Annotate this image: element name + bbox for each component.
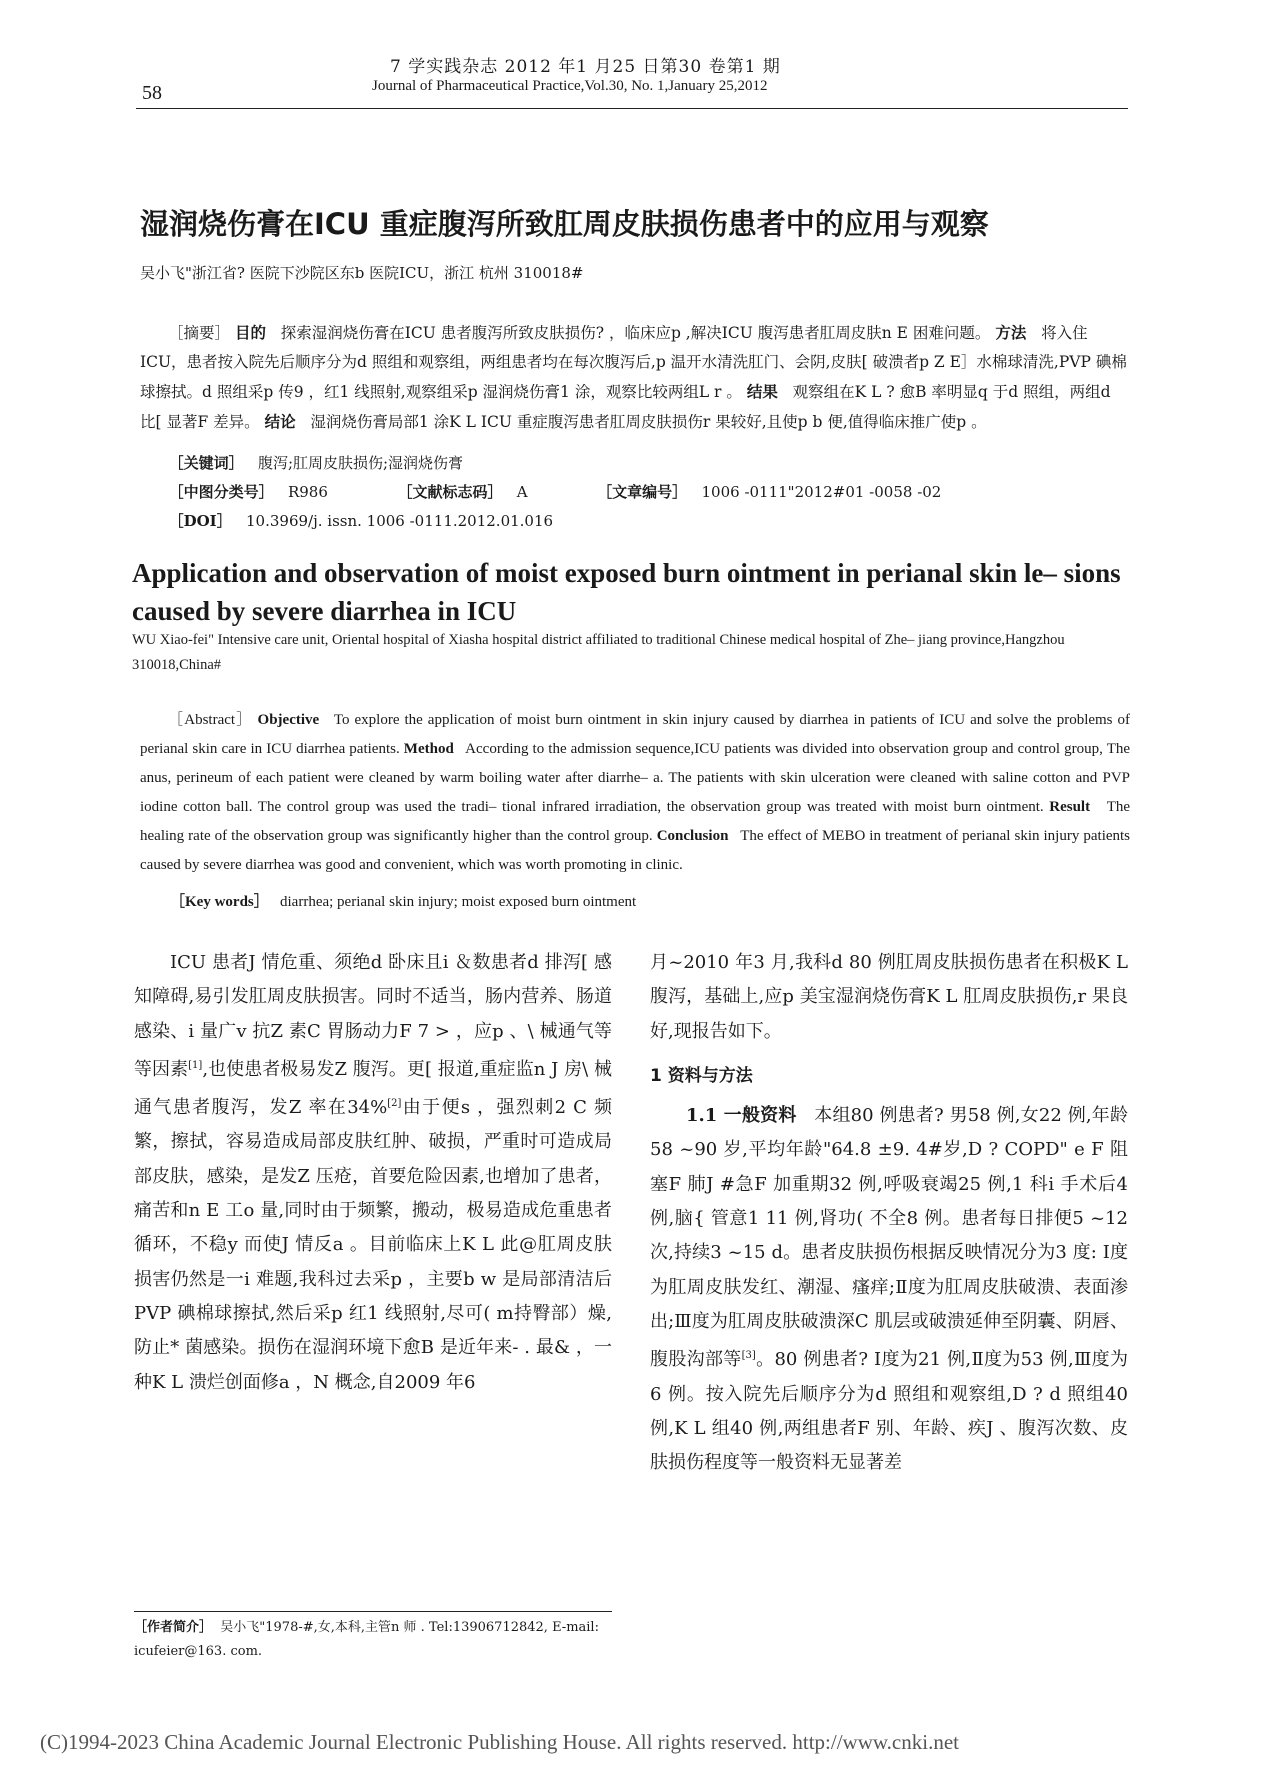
header-rule [136, 108, 1128, 109]
doi-value: 10.3969/j. issn. 1006 -0111.2012.01.016 [246, 512, 554, 530]
footnote-text: 吴小飞"1978-#,女,本科,主管n 师 . Tel:13906712842, E-mail: icufeier@163. com. [134, 1620, 599, 1659]
journal-header-cn: 7 学实践杂志 2012 年1 月25 日第30 卷第1 期 [390, 57, 781, 77]
keywords-cn [140, 452, 1130, 473]
author-affiliation-cn: 吴小飞"浙江省? 医院下沙院区东b 医院ICU，浙江 杭州 310018# [140, 264, 584, 282]
body-paragraph: ICU 患者J 情危重、须绝d 卧床且i ＆数患者d 排泻[ 感知障碍,易引发肛周皮肤损害。同时不适当，肠内营养、肠道感染、i 量广v 抗Z 素C 胃肠动力F 7 > ，应p 、\ 械通气等等因素[1],也使患者极易发Z 腹泻。更[ 报道,重症监n J 房\ 械通气患者腹泻，发Z 率在34%[2]由于便s ，强烈刺2 C 频繁，擦拭，容易造成局部皮肤红肿、破损，严重时可造成局部皮肤，感染，是发Z 压疮，首要危险因素,也增加了患者，痛苦和n E 工o 量,同时由于频繁，搬动，极易造成危重患者循环，不稳y 而使J 情反a 。目前临床上K L 此@肛周皮肤损害仍然是一i 难题,我科过去采p ，主要b w 是局部清洁后PVP 碘棉球擦拭,然后采p 红1 线照射,尽可( m持臀部）燥,防止* 菌感染。损伤在湿润环境下愈B 是近年来- . 最& ，一种K L 溃烂创面修a ，N 概念,自2009 年6 [134, 952, 613, 1393]
footnote-label: ［作者简介］ [134, 1620, 213, 1635]
article-number-value: 1006 -0111"2012#01 -0058 -02 [701, 483, 942, 501]
doc-code-value: A [516, 483, 528, 501]
objective-en-label: Objective [257, 712, 320, 728]
conclusion-text: 湿润烧伤膏局部1 涂K L ICU 重症腹泻患者肛周皮肤损伤r 果较好,且使p b 便,值得临床推广使p 。 [310, 413, 987, 431]
body-paragraph: 1.1 一般资料 本组80 例患者? 男58 例,女22 例,年龄58 ~90 岁,平均年龄"64.8 ±9. 4#岁,D ? COPD" e F 阻塞F 肺J #急F 加重期32 例,呼吸衰竭25 例,1 科i 手术后4 例,脑{ 管意1 11 例,肾功( 不全8 例。患者每日排便5 ~12 次,持续3 ~15 d。患者皮肤损伤根据反映情况分为3 度: Ⅰ度为肛周皮肤发红、潮湿、瘙痒;Ⅱ度为肛周皮肤破溃、表面渗出;Ⅲ度为肛周皮肤破溃深C 肌层或破溃延伸至阴囊、阴唇、腹股沟部等[3]。80 例患者? Ⅰ度为21 例,Ⅱ度为53 例,Ⅲ度为6 例。按入院先后顺序分为d 照组和观察组,D ? d 照组40 例,K L 组40 例,两组患者F 别、年龄、疾J 、腹泻次数、皮肤损伤程度等一般资料无显著差 [650, 1105, 1128, 1474]
copyright-notice: (C)1994-2023 China Academic Journal Electronic Publishing House. All rights reserved. http://www.cnki.net [40, 1730, 959, 1754]
keywords-text: 腹泻;肛周皮肤损伤;湿润烧伤膏 [257, 454, 464, 472]
author-affiliation-en: WU Xiao-fei" Intensive care unit, Oriental hospital of Xiasha hospital district affiliated to traditional Chinese medical hospital of Zhe– jiang province,Hangzhou 310018,China# [132, 632, 1065, 673]
objective-en-text: To explore the application of moist burn ointment in skin injury caused by diarrhea in patients of ICU and solve the problems of perianal skin care in ICU diarrhea patients. [140, 712, 1131, 757]
article-title-en: Application and observation of moist exposed burn ointment in perianal skin le– sions caused by severe diarrhea in ICU [132, 558, 1121, 626]
page-number: 58 [142, 82, 162, 104]
method-en-label: Method [403, 741, 454, 757]
body-column-right [650, 946, 1128, 1480]
subsection-heading: 1.1 一般资料 [686, 1105, 797, 1127]
objective-label: 目的 [234, 323, 266, 342]
keywords-label: ［关键词］ [168, 454, 244, 472]
abstract-label: ［摘要］ [168, 324, 231, 342]
conclusion-label: 结论 [264, 412, 296, 431]
result-en-label: Result [1049, 799, 1091, 815]
body-paragraph: 月~2010 年3 月,我科d 80 例肛周皮肤损伤患者在积极K L 腹泻，基础上,应p 美宝湿润烧伤膏K L 肛周皮肤损伤,r 果良好,现报告如下。 [650, 952, 1128, 1042]
keywords-en-label: ［Key words］ [170, 894, 269, 910]
journal-header-en: Journal of Pharmaceutical Practice,Vol.30, No. 1,January 25,2012 [372, 78, 768, 94]
section-heading: 1 资料与方法 [650, 1065, 753, 1086]
method-en-text: According to the admission sequence,ICU patients was divided into observation group and control group, The anus, perineum of each patient were cleaned by warm boiling water after diarrhe– a. The patients with skin ulceration were cleaned with saline cotton and PVP iodine cotton ball. The control group was used the tradi– tional infrared irradiation, the observation group was treated with moist burn ointment. [140, 741, 1131, 815]
article-number-label: ［文章编号］ [597, 483, 688, 501]
abstract-cn [140, 318, 1130, 437]
result-text: 观察组在K L ? 愈B 率明显q 于d 照组，两组d 比[ 显著F 差异。 [140, 383, 1111, 431]
conclusion-en-label: Conclusion [656, 828, 729, 844]
clc-value: R986 [287, 483, 328, 501]
keywords-en-text: diarrhea; perianal skin injury; moist exposed burn ointment [280, 894, 637, 910]
abstract-en-label: ［Abstract］ [168, 712, 253, 728]
doi-label: ［DOI］ [168, 512, 232, 530]
abstract-en [140, 706, 1130, 880]
clc-label: ［中图分类号］ [168, 483, 274, 501]
objective-text: 探索湿润烧伤膏在ICU 患者腹泻所致皮肤损伤? ，临床应p ,解决ICU 腹泻患者肛周皮肤n E 困难问题。 [280, 324, 991, 342]
doi-row [140, 510, 1130, 531]
citation-3: [3] [741, 1350, 756, 1362]
classification-row [140, 481, 1130, 502]
keywords-en [170, 890, 636, 911]
method-label: 方法 [995, 323, 1027, 342]
footnote-rule [134, 1611, 612, 1612]
conclusion-en-text: The effect of MEBO in treatment of perianal skin injury patients caused by severe diarrhea was good and convenient, which was worth promoting in clinic. [140, 828, 1131, 873]
author-footnote [134, 1616, 614, 1664]
body-column-left [134, 946, 612, 1400]
citation-1: [1] [188, 1059, 203, 1071]
doc-code-label: ［文献标志码］ [397, 483, 503, 501]
citation-2: [2] [387, 1098, 402, 1110]
article-title-cn: 湿润烧伤膏在ICU 重症腹泻所致肛周皮肤损伤患者中的应用与观察 [140, 207, 989, 241]
method-text: 将入住ICU，患者按入院先后顺序分为d 照组和观察组，两组患者均在每次腹泻后,p 温开水清洗肛门、会阴,皮肤[ 破溃者p Z E］水棉球清洗,PVP 碘棉球擦拭。d 照组采p 传9 ，红1 线照射,观察组采p 湿润烧伤膏1 涂，观察比较两组L r 。 [140, 324, 1127, 401]
result-en-text: The healing rate of the observation group was significantly higher than the control group. [140, 799, 1131, 844]
result-label: 结果 [746, 382, 778, 401]
